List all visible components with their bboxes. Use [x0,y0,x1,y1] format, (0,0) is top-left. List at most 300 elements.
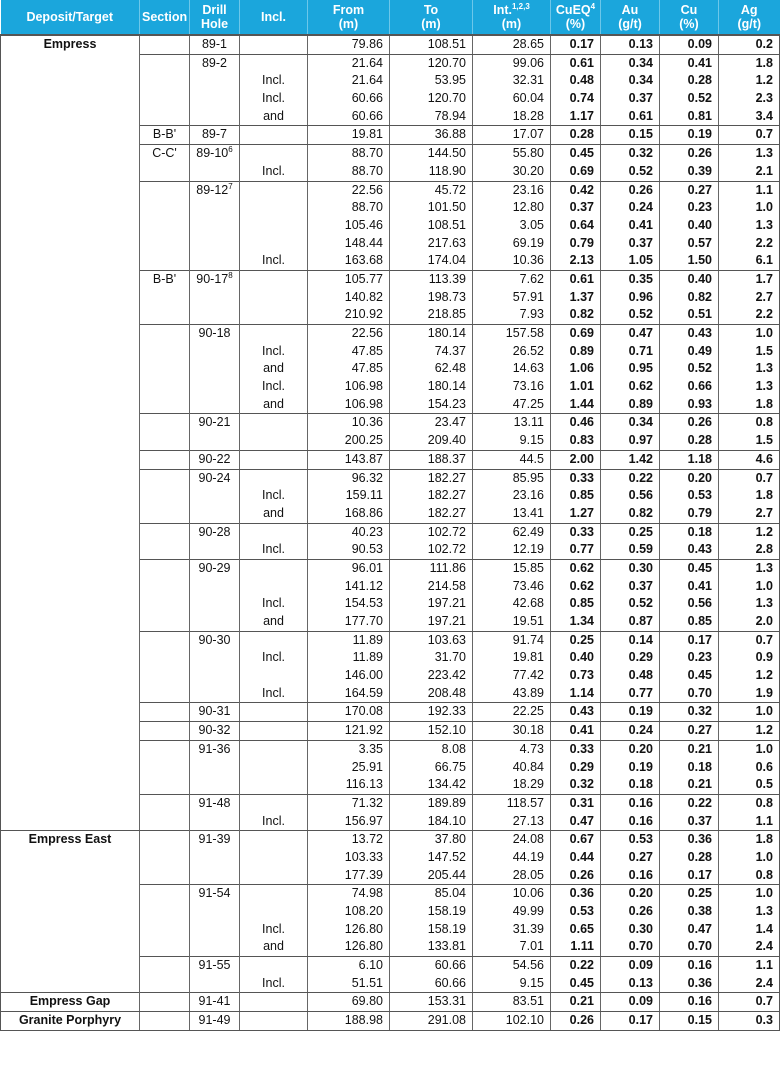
au-cell: 0.13 [601,35,660,54]
ag-cell: 6.1 [719,252,780,270]
from-cell: 19.81 [308,126,390,145]
unit: (g/t) [737,17,762,31]
cueq-cell: 0.22 [551,957,601,975]
cueq-cell: 0.28 [551,126,601,145]
drill-hole [190,469,240,523]
from-cell: 105.77 [308,270,390,288]
to-cell: 62.48 [390,360,473,378]
from-cell: 21.64 [308,54,390,72]
to-cell: 101.50 [390,199,473,217]
label: Au [621,3,639,17]
ag-cell: 1.2 [719,72,780,90]
ag-cell: 0.5 [719,776,780,794]
from-cell: 116.13 [308,776,390,794]
interval-cell: 28.65 [473,35,551,54]
section: B-B' [140,126,190,145]
cu-cell: 0.81 [660,108,719,126]
interval-cell: 7.62 [473,270,551,288]
interval-cell: 157.58 [473,325,551,343]
au-cell: 0.34 [601,414,660,432]
interval-cell: 62.49 [473,523,551,541]
ag-cell: 2.1 [719,163,780,181]
section [140,631,190,703]
section [140,722,190,741]
cueq-cell: 0.53 [551,903,601,921]
section [140,993,190,1012]
section [140,740,190,794]
from-cell: 106.98 [308,396,390,414]
ag-cell: 1.2 [719,667,780,685]
from-cell: 146.00 [308,667,390,685]
to-cell: 108.51 [390,217,473,235]
section [140,414,190,450]
au-cell: 0.62 [601,378,660,396]
au-cell: 0.41 [601,217,660,235]
from-cell: 88.70 [308,163,390,181]
cu-cell: 0.15 [660,1012,719,1031]
label: From [332,3,365,17]
au-cell: 0.25 [601,523,660,541]
to-cell: 182.27 [390,505,473,523]
to-cell: 182.27 [390,487,473,505]
from-cell: 21.64 [308,72,390,90]
cu-cell: 0.25 [660,885,719,903]
incl-cell [240,667,308,685]
to-cell: 111.86 [390,559,473,577]
label: To [423,3,439,17]
label: CuEQ [555,3,591,17]
footnote: 6 [228,145,233,155]
au-cell: 0.77 [601,685,660,703]
au-cell: 0.35 [601,270,660,288]
interval-cell: 12.19 [473,541,551,559]
cueq-cell: 0.43 [551,703,601,722]
col-deposit: Deposit/Target [1,0,140,35]
cueq-cell: 0.17 [551,35,601,54]
section [140,450,190,469]
from-cell: 47.85 [308,343,390,361]
ag-cell: 0.8 [719,414,780,432]
unit: (m) [501,17,522,31]
au-cell: 0.30 [601,921,660,939]
to-cell: 188.37 [390,450,473,469]
ag-cell: 1.0 [719,199,780,217]
ag-cell: 1.1 [719,813,780,831]
cu-cell: 0.45 [660,559,719,577]
to-cell: 74.37 [390,343,473,361]
incl-cell [240,993,308,1012]
to-cell: 174.04 [390,252,473,270]
ag-cell: 1.3 [719,595,780,613]
section [140,885,190,957]
ag-cell: 0.6 [719,759,780,777]
drill-hole-id: 90-32 [198,723,231,738]
deposit-name: Empress [1,35,140,831]
label: Drill [202,3,227,17]
to-cell: 45.72 [390,181,473,199]
interval-cell: 9.15 [473,975,551,993]
deposit-name: Empress East [1,831,140,993]
au-cell: 0.34 [601,54,660,72]
to-cell: 223.42 [390,667,473,685]
interval-cell: 73.16 [473,378,551,396]
from-cell: 96.01 [308,559,390,577]
from-cell: 10.36 [308,414,390,432]
drill-hole-id: 91-41 [198,994,231,1009]
col-au [601,0,660,35]
cu-cell: 0.79 [660,505,719,523]
au-cell: 0.32 [601,145,660,163]
ag-cell: 1.1 [719,181,780,199]
section [140,559,190,631]
cu-cell: 0.41 [660,54,719,72]
interval-cell: 43.89 [473,685,551,703]
drill-hole [190,450,240,469]
to-cell: 102.72 [390,523,473,541]
cu-cell: 0.21 [660,776,719,794]
incl-cell: Incl. [240,685,308,703]
cueq-cell: 2.13 [551,252,601,270]
label: Ag [740,3,758,17]
from-cell: 188.98 [308,1012,390,1031]
cu-cell: 0.36 [660,831,719,849]
cu-cell: 0.85 [660,613,719,631]
from-cell: 164.59 [308,685,390,703]
incl-cell [240,35,308,54]
incl-cell [240,217,308,235]
to-cell: 36.88 [390,126,473,145]
drill-hole [190,1012,240,1031]
drill-hole [190,957,240,993]
table-row [1,1012,780,1031]
cu-cell: 0.28 [660,432,719,450]
from-cell: 60.66 [308,108,390,126]
to-cell: 189.89 [390,794,473,812]
incl-cell [240,469,308,487]
interval-cell: 27.13 [473,813,551,831]
cueq-cell: 1.37 [551,289,601,307]
ag-cell: 1.4 [719,921,780,939]
col-incl: Incl. [240,0,308,35]
cueq-cell: 0.82 [551,306,601,324]
from-cell: 148.44 [308,235,390,253]
interval-cell: 85.95 [473,469,551,487]
interval-cell: 18.28 [473,108,551,126]
interval-cell: 10.06 [473,885,551,903]
drill-hole-id: 89-7 [201,127,228,142]
incl-cell [240,849,308,867]
unit: (g/t) [618,17,642,31]
interval-cell: 54.56 [473,957,551,975]
interval-cell: 7.93 [473,306,551,324]
to-cell: 218.85 [390,306,473,324]
incl-cell: Incl. [240,975,308,993]
cu-cell: 0.70 [660,685,719,703]
cueq-cell: 0.40 [551,649,601,667]
cueq-cell: 1.17 [551,108,601,126]
cu-cell: 0.28 [660,72,719,90]
cu-cell: 0.53 [660,487,719,505]
incl-cell [240,776,308,794]
interval-cell: 19.81 [473,649,551,667]
incl-cell: Incl. [240,72,308,90]
interval-cell: 40.84 [473,759,551,777]
cueq-cell: 0.46 [551,414,601,432]
drill-hole [190,414,240,450]
from-cell: 11.89 [308,631,390,649]
cueq-cell: 0.74 [551,90,601,108]
from-cell: 108.20 [308,903,390,921]
drill-hole-id: 91-54 [198,886,231,901]
to-cell: 180.14 [390,378,473,396]
drill-hole-id: 90-17 [196,271,229,286]
ag-cell: 1.3 [719,378,780,396]
cu-cell: 0.57 [660,235,719,253]
drill-hole [190,35,240,54]
interval-cell: 99.06 [473,54,551,72]
au-cell: 0.16 [601,867,660,885]
incl-cell [240,1012,308,1031]
au-cell: 0.48 [601,667,660,685]
cueq-cell: 0.29 [551,759,601,777]
incl-cell [240,270,308,288]
from-cell: 143.87 [308,450,390,469]
drill-hole [190,145,240,181]
drill-hole [190,703,240,722]
from-cell: 51.51 [308,975,390,993]
ag-cell: 1.2 [719,722,780,741]
interval-cell: 30.20 [473,163,551,181]
to-cell: 208.48 [390,685,473,703]
au-cell: 0.09 [601,957,660,975]
incl-cell: and [240,396,308,414]
cueq-cell: 0.65 [551,921,601,939]
au-cell: 0.37 [601,235,660,253]
cueq-cell: 0.33 [551,523,601,541]
interval-cell: 44.19 [473,849,551,867]
ag-cell: 1.0 [719,578,780,596]
au-cell: 0.47 [601,325,660,343]
section [140,957,190,993]
au-cell: 0.09 [601,993,660,1012]
to-cell: 153.31 [390,993,473,1012]
from-cell: 60.66 [308,90,390,108]
cu-cell: 0.23 [660,649,719,667]
ag-cell: 1.3 [719,903,780,921]
deposit-name: Empress Gap [1,993,140,1012]
cueq-cell: 0.64 [551,217,601,235]
interval-cell: 118.57 [473,794,551,812]
drill-hole-id: 90-22 [198,451,231,466]
cueq-cell: 1.01 [551,378,601,396]
cueq-cell: 0.69 [551,163,601,181]
cueq-cell: 0.33 [551,740,601,758]
cu-cell: 0.51 [660,306,719,324]
cu-cell: 0.27 [660,181,719,199]
to-cell: 147.52 [390,849,473,867]
incl-cell [240,325,308,343]
ag-cell: 1.0 [719,885,780,903]
cu-cell: 0.82 [660,289,719,307]
section: C-C' [140,145,190,181]
to-cell: 120.70 [390,54,473,72]
to-cell: 197.21 [390,595,473,613]
cueq-cell: 1.11 [551,938,601,956]
section [140,703,190,722]
drill-hole [190,885,240,957]
drill-hole-id: 91-55 [198,958,231,973]
cueq-cell: 0.26 [551,1012,601,1031]
section: B-B' [140,270,190,324]
cu-cell: 0.28 [660,849,719,867]
cu-cell: 0.16 [660,957,719,975]
incl-cell: and [240,505,308,523]
footnote: 4 [590,2,596,11]
ag-cell: 1.3 [719,360,780,378]
section [140,325,190,414]
col-ag [719,0,780,35]
interval-cell: 31.39 [473,921,551,939]
incl-cell [240,306,308,324]
cueq-cell: 0.45 [551,975,601,993]
section [140,523,190,559]
cueq-cell: 1.44 [551,396,601,414]
to-cell: 192.33 [390,703,473,722]
interval-cell: 4.73 [473,740,551,758]
from-cell: 126.80 [308,938,390,956]
cu-cell: 0.70 [660,938,719,956]
interval-cell: 23.16 [473,181,551,199]
cueq-cell: 0.31 [551,794,601,812]
to-cell: 120.70 [390,90,473,108]
ag-cell: 1.1 [719,957,780,975]
cu-cell: 0.56 [660,595,719,613]
cueq-cell: 0.25 [551,631,601,649]
interval-cell: 30.18 [473,722,551,741]
au-cell: 0.26 [601,181,660,199]
label: Hole [200,17,229,31]
interval-cell: 77.42 [473,667,551,685]
drill-hole [190,631,240,703]
ag-cell: 2.7 [719,289,780,307]
cu-cell: 0.93 [660,396,719,414]
cu-cell: 0.17 [660,631,719,649]
interval-cell: 7.01 [473,938,551,956]
section [140,181,190,270]
cu-cell: 0.66 [660,378,719,396]
au-cell: 0.34 [601,72,660,90]
table-row [1,993,780,1012]
from-cell: 71.32 [308,794,390,812]
drill-hole-id: 90-28 [198,524,231,539]
to-cell: 154.23 [390,396,473,414]
from-cell: 96.32 [308,469,390,487]
cueq-cell: 0.61 [551,270,601,288]
ag-cell: 0.7 [719,631,780,649]
cueq-cell: 0.33 [551,469,601,487]
cueq-cell: 0.85 [551,487,601,505]
au-cell: 0.96 [601,289,660,307]
from-cell: 25.91 [308,759,390,777]
cueq-cell: 0.32 [551,776,601,794]
footnote: 8 [228,270,233,280]
from-cell: 106.98 [308,378,390,396]
to-cell: 291.08 [390,1012,473,1031]
unit: (m) [338,17,359,31]
au-cell: 0.70 [601,938,660,956]
cueq-cell: 1.27 [551,505,601,523]
ag-cell: 2.4 [719,938,780,956]
drill-hole-id: 89-10 [196,146,229,161]
to-cell: 37.80 [390,831,473,849]
col-from [308,0,390,35]
interval-cell: 91.74 [473,631,551,649]
drill-hole-id: 89-12 [196,182,229,197]
from-cell: 140.82 [308,289,390,307]
ag-cell: 0.3 [719,1012,780,1031]
interval-cell: 69.19 [473,235,551,253]
drill-hole-id: 90-18 [198,326,231,340]
interval-cell: 47.25 [473,396,551,414]
label: Int. [493,3,512,17]
cueq-cell: 0.83 [551,432,601,450]
section [140,1012,190,1031]
drill-hole-id: 89-2 [201,55,228,70]
au-cell: 0.52 [601,163,660,181]
ag-cell: 1.0 [719,703,780,722]
section [140,35,190,54]
au-cell: 0.17 [601,1012,660,1031]
drill-hole [190,54,240,126]
drill-hole [190,794,240,830]
from-cell: 121.92 [308,722,390,741]
cu-cell: 0.52 [660,90,719,108]
ag-cell: 1.2 [719,523,780,541]
interval-cell: 13.41 [473,505,551,523]
incl-cell: and [240,613,308,631]
from-cell: 22.56 [308,325,390,343]
cueq-cell: 1.14 [551,685,601,703]
interval-cell: 23.16 [473,487,551,505]
col-cueq [551,0,601,35]
cu-cell: 0.23 [660,199,719,217]
au-cell: 0.59 [601,541,660,559]
au-cell: 0.37 [601,90,660,108]
incl-cell [240,289,308,307]
cueq-cell: 0.47 [551,813,601,831]
ag-cell: 1.8 [719,487,780,505]
incl-cell [240,903,308,921]
au-cell: 0.53 [601,831,660,849]
ag-cell: 2.2 [719,306,780,324]
incl-cell: Incl. [240,649,308,667]
au-cell: 0.97 [601,432,660,450]
cu-cell: 0.09 [660,35,719,54]
au-cell: 0.71 [601,343,660,361]
drill-hole [190,831,240,885]
au-cell: 1.42 [601,450,660,469]
interval-cell: 10.36 [473,252,551,270]
interval-cell: 26.52 [473,343,551,361]
from-cell: 141.12 [308,578,390,596]
cu-cell: 0.39 [660,163,719,181]
au-cell: 0.52 [601,306,660,324]
to-cell: 53.95 [390,72,473,90]
interval-cell: 12.80 [473,199,551,217]
interval-cell: 9.15 [473,432,551,450]
table-body [1,35,780,1030]
to-cell: 214.58 [390,578,473,596]
